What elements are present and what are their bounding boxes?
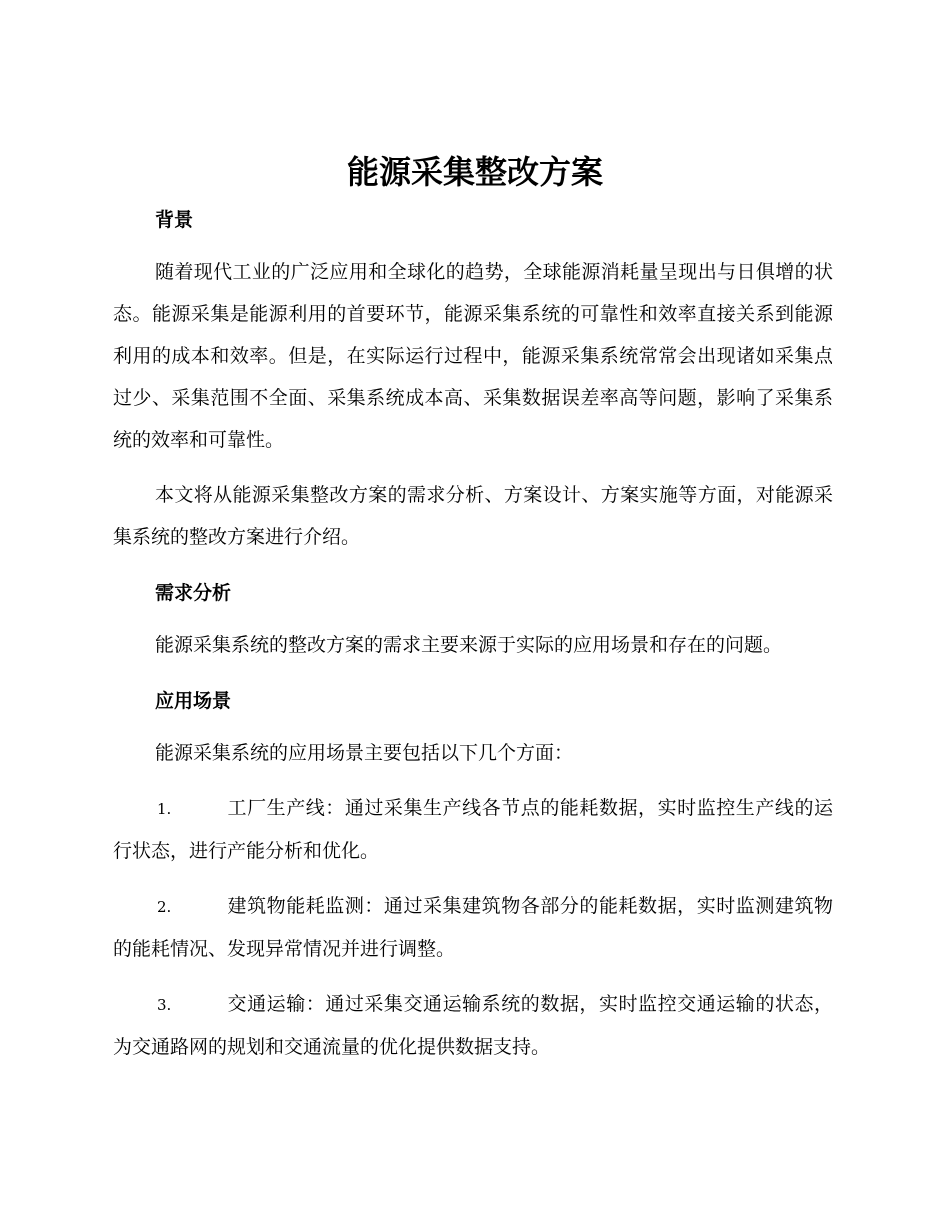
document-title: 能源采集整改方案	[346, 153, 603, 191]
list-item-text: 工厂生产线：通过采集生产线各节点的能耗数据，实时监控生产线的运行状态，进行产能分析和优化。	[113, 797, 833, 862]
section-heading-background: 背景	[155, 209, 194, 231]
section-heading-requirements: 需求分析	[155, 582, 232, 604]
scenarios-intro: 能源采集系统的应用场景主要包括以下几个方面：	[155, 742, 574, 764]
list-item-text: 交通运输：通过采集交通运输系统的数据，实时监控交通运输的状态，为交通路网的规划和交通流量的优化提供数据支持。	[113, 993, 833, 1058]
list-item	[113, 885, 833, 970]
requirements-paragraph: 能源采集系统的整改方案的需求主要来源于实际的应用场景和存在的问题。	[155, 634, 783, 656]
list-item-text: 建筑物能耗监测：通过采集建筑物各部分的能耗数据，实时监测建筑物的能耗情况、发现异常情况并进行调整。	[113, 895, 833, 960]
list-item	[113, 983, 833, 1068]
list-item-number: 3.	[157, 996, 172, 1014]
background-paragraph-1: 随着现代工业的广泛应用和全球化的趋势，全球能源消耗量呈现出与日俱增的状态。能源采集是能源利用的首要环节，能源采集系统的可靠性和效率直接关系到能源利用的成本和效率。但是，在实际运行过程中，能源采集系统常常会出现诸如采集点过少、采集范围不全面、采集系统成本高、采集数据误差率高等问题，影响了采集系统的效率和可靠性。	[113, 261, 833, 451]
section-heading-scenarios: 应用场景	[155, 690, 232, 712]
list-item-number: 1.	[157, 800, 172, 818]
background-paragraph-2: 本文将从能源采集整改方案的需求分析、方案设计、方案实施等方面，对能源采集系统的整改方案进行介绍。	[113, 484, 833, 548]
document-body	[113, 198, 833, 1068]
list-item-number: 2.	[157, 898, 172, 916]
list-item	[113, 787, 833, 872]
